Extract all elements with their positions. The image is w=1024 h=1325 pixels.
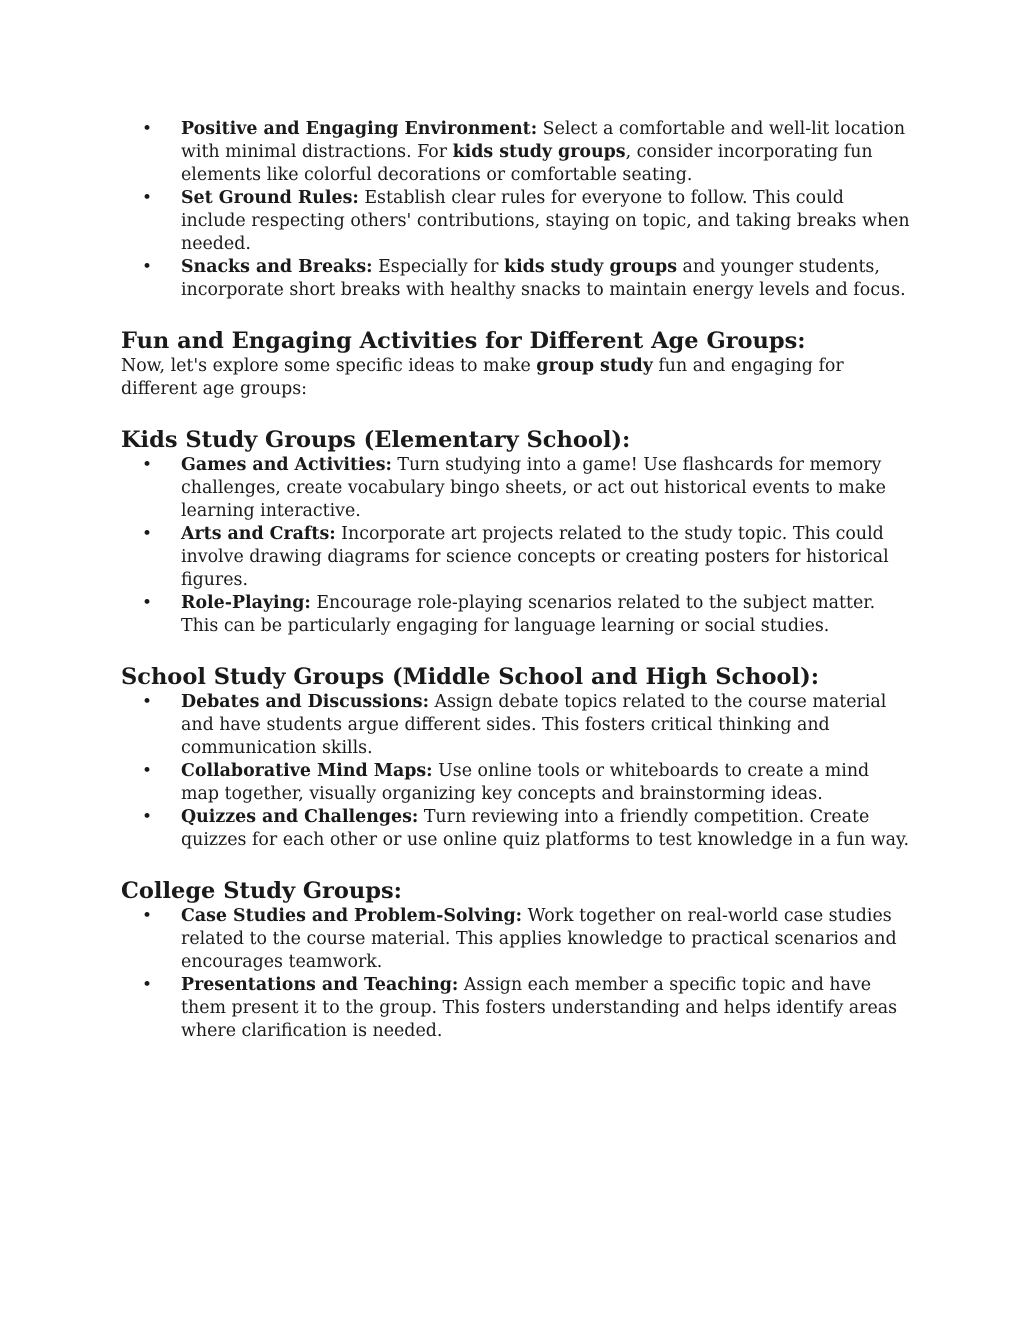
bullet-icon: • xyxy=(142,593,153,613)
bullet-icon: • xyxy=(142,455,153,475)
item-text: Incorporate art projects related to the study topic. This could involve drawing diagrams for science concepts or creating posters for historical figures. xyxy=(181,524,889,590)
list-item xyxy=(121,806,911,852)
bullet-icon: • xyxy=(142,692,153,712)
list-item xyxy=(121,187,911,256)
item-title: Debates and Discussions: xyxy=(181,692,429,712)
item-title: Games and Activities: xyxy=(181,455,392,475)
bullet-icon: • xyxy=(142,188,153,208)
item-title: Collaborative Mind Maps: xyxy=(181,761,433,781)
item-text: Use online tools or whiteboards to create a mind map together, visually organizing key concepts and brainstorming ideas. xyxy=(181,761,870,804)
item-text: Establish clear rules for everyone to follow. This could include respecting others' contributions, staying on topic, and taking breaks when needed. xyxy=(181,188,910,254)
item-title: Positive and Engaging Environment: xyxy=(181,119,538,139)
document-page xyxy=(121,118,911,1043)
item-text: and younger students, incorporate short breaks with healthy snacks to maintain energy levels and focus. xyxy=(181,257,906,300)
para-text: Now, let's explore some specific ideas to make xyxy=(121,356,537,376)
list-item xyxy=(121,691,911,760)
item-text: Especially for xyxy=(372,257,505,277)
list-item xyxy=(121,974,911,1043)
item-text: Work together on real-world case studies related to the course material. This applies knowledge to practical scenarios and encourages teamwork. xyxy=(181,906,897,972)
item-keyword: kids study groups xyxy=(452,142,626,162)
item-title: Role-Playing: xyxy=(181,593,311,613)
bullet-icon: • xyxy=(142,119,153,139)
bullet-icon: • xyxy=(142,975,153,995)
list-item xyxy=(121,256,911,302)
school-heading: School Study Groups (Middle School and High School): xyxy=(121,664,820,690)
para-text: fun and engaging for different age groups: xyxy=(121,356,844,399)
kids-heading: Kids Study Groups (Elementary School): xyxy=(121,427,631,453)
item-text: , consider incorporating fun elements like colorful decorations or comfortable seating. xyxy=(181,142,873,185)
bullet-icon: • xyxy=(142,807,153,827)
list-item xyxy=(121,523,911,592)
college-heading: College Study Groups: xyxy=(121,878,402,904)
bullet-icon: • xyxy=(142,524,153,544)
list-item xyxy=(121,760,911,806)
item-title: Quizzes and Challenges: xyxy=(181,807,419,827)
list-item xyxy=(121,592,911,638)
intro-list xyxy=(121,118,911,302)
item-text: Turn studying into a game! Use flashcards for memory challenges, create vocabulary bingo sheets, or act out historical events to make learning interactive. xyxy=(181,455,886,521)
bullet-icon: • xyxy=(142,906,153,926)
item-text: Turn reviewing into a friendly competition. Create quizzes for each other or use online quiz platforms to test knowledge in a fun way. xyxy=(181,807,910,850)
para-keyword: group study xyxy=(536,356,653,376)
item-text: Encourage role-playing scenarios related to the subject matter. This can be particularly engaging for language learning or social studies. xyxy=(181,593,876,636)
bullet-icon: • xyxy=(142,761,153,781)
college-list xyxy=(121,905,911,1043)
item-text: Select a comfortable and well-lit location with minimal distractions. For xyxy=(181,119,906,162)
school-list xyxy=(121,691,911,852)
list-item xyxy=(121,454,911,523)
list-item xyxy=(121,118,911,187)
item-text: Assign each member a specific topic and have them present it to the group. This fosters understanding and helps identify areas where clarification is needed. xyxy=(181,975,898,1041)
item-keyword: kids study groups xyxy=(504,257,677,277)
section-heading: Fun and Engaging Activities for Different Age Groups: xyxy=(121,328,806,354)
bullet-icon: • xyxy=(142,257,153,277)
section-paragraph xyxy=(121,355,911,401)
item-title: Snacks and Breaks: xyxy=(181,257,373,277)
item-title: Case Studies and Problem-Solving: xyxy=(181,906,523,926)
kids-list xyxy=(121,454,911,638)
list-item xyxy=(121,905,911,974)
item-text: Assign debate topics related to the course material and have students argue different sides. This fosters critical thinking and communication skills. xyxy=(181,692,887,758)
item-title: Arts and Crafts: xyxy=(181,524,336,544)
item-title: Set Ground Rules: xyxy=(181,188,359,208)
item-title: Presentations and Teaching: xyxy=(181,975,459,995)
